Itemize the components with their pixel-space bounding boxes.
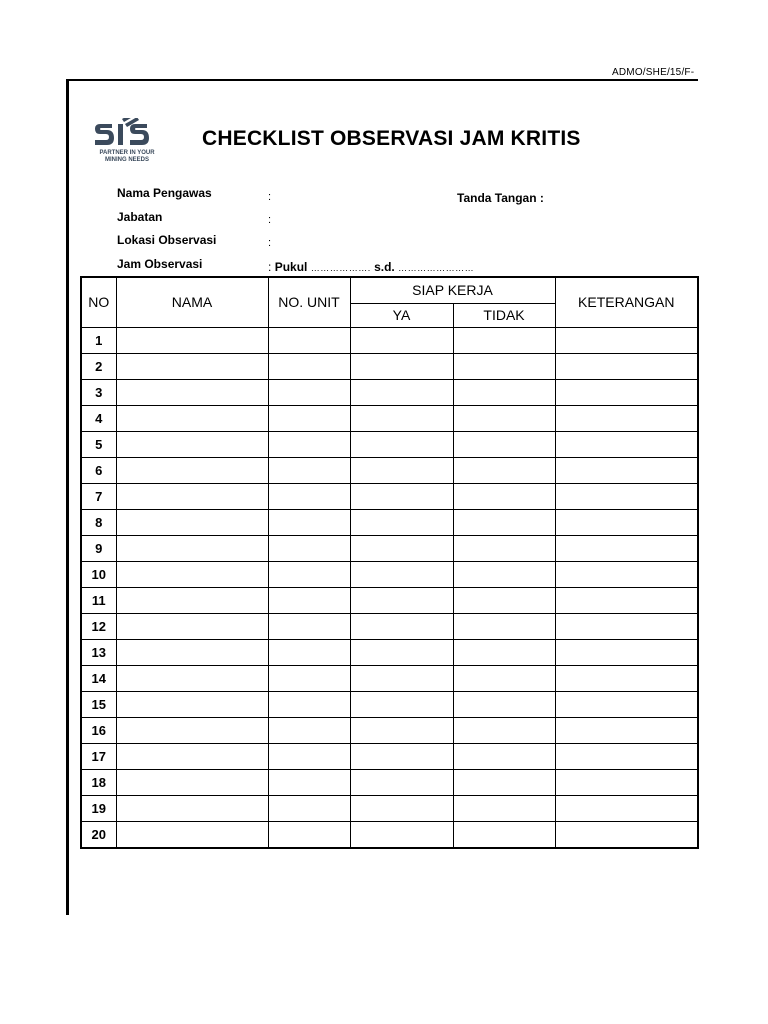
notes-cell[interactable] [555,483,698,509]
row-number: 13 [81,639,116,665]
observation-table [80,276,699,849]
no-cell[interactable] [453,587,555,613]
name-cell[interactable] [116,743,268,769]
notes-cell[interactable] [555,743,698,769]
table-row [81,509,698,535]
notes-cell[interactable] [555,509,698,535]
no-cell[interactable] [453,639,555,665]
row-number: 14 [81,665,116,691]
name-cell[interactable] [116,821,268,848]
no-cell[interactable] [453,717,555,743]
table-row [81,431,698,457]
notes-cell[interactable] [555,327,698,353]
row-number: 2 [81,353,116,379]
name-cell[interactable] [116,795,268,821]
row-number: 11 [81,587,116,613]
table-row [81,821,698,848]
notes-cell[interactable] [555,587,698,613]
name-cell[interactable] [116,535,268,561]
yes-cell[interactable] [350,379,453,405]
yes-cell[interactable] [350,483,453,509]
document-code: ADMO/SHE/15/F- [612,67,695,78]
no-cell[interactable] [453,509,555,535]
unit-cell[interactable] [268,431,350,457]
no-cell[interactable] [453,743,555,769]
notes-cell[interactable] [555,457,698,483]
notes-cell[interactable] [555,639,698,665]
time-separator: s.d. [374,260,395,274]
time-label: Jam Observasi [117,257,203,271]
time-range [268,260,474,274]
header-name: NAMA [116,277,268,327]
yes-cell[interactable] [350,509,453,535]
top-border-line [66,79,698,81]
yes-cell[interactable] [350,405,453,431]
no-cell[interactable] [453,379,555,405]
yes-cell[interactable] [350,353,453,379]
unit-cell[interactable] [268,639,350,665]
row-number: 1 [81,327,116,353]
no-cell[interactable] [453,613,555,639]
yes-cell[interactable] [350,431,453,457]
table-row [81,483,698,509]
time-prefix: Pukul [274,260,308,274]
unit-cell[interactable] [268,821,350,848]
yes-cell[interactable] [350,717,453,743]
name-cell[interactable] [116,691,268,717]
yes-cell[interactable] [350,327,453,353]
table-row [81,795,698,821]
time-colon: : [268,260,272,274]
header-ready: SIAP KERJA [350,277,555,303]
yes-cell[interactable] [350,665,453,691]
no-cell[interactable] [453,535,555,561]
table-row [81,769,698,795]
row-number: 10 [81,561,116,587]
yes-cell[interactable] [350,561,453,587]
name-cell[interactable] [116,483,268,509]
yes-cell[interactable] [350,587,453,613]
notes-cell[interactable] [555,691,698,717]
name-cell[interactable] [116,639,268,665]
unit-cell[interactable] [268,535,350,561]
no-cell[interactable] [453,795,555,821]
name-cell[interactable] [116,405,268,431]
name-cell[interactable] [116,379,268,405]
notes-cell[interactable] [555,535,698,561]
no-cell[interactable] [453,769,555,795]
no-cell[interactable] [453,665,555,691]
row-number: 7 [81,483,116,509]
no-cell[interactable] [453,327,555,353]
no-cell[interactable] [453,691,555,717]
unit-cell[interactable] [268,405,350,431]
yes-cell[interactable] [350,743,453,769]
logo-tagline: PARTNER IN YOUR MINING NEEDS [99,150,155,163]
row-number: 19 [81,795,116,821]
name-cell[interactable] [116,327,268,353]
row-number: 6 [81,457,116,483]
table-row [81,665,698,691]
name-cell[interactable] [116,509,268,535]
table-row [81,717,698,743]
no-cell[interactable] [453,561,555,587]
unit-cell[interactable] [268,795,350,821]
row-number: 15 [81,691,116,717]
name-cell[interactable] [116,587,268,613]
notes-cell[interactable] [555,717,698,743]
table-row [81,561,698,587]
position-colon: : [268,214,272,226]
yes-cell[interactable] [350,795,453,821]
supervisor-colon: : [268,191,272,203]
no-cell[interactable] [453,405,555,431]
time-from-dots: ………………. [310,263,371,273]
position-label: Jabatan [117,210,163,224]
left-border-line [66,79,69,915]
unit-cell[interactable] [268,587,350,613]
name-cell[interactable] [116,717,268,743]
table-row [81,639,698,665]
unit-cell[interactable] [268,717,350,743]
notes-cell[interactable] [555,769,698,795]
notes-cell[interactable] [555,613,698,639]
no-cell[interactable] [453,483,555,509]
header-no: NO [81,277,116,327]
yes-cell[interactable] [350,639,453,665]
table-row [81,327,698,353]
signature-label: Tanda Tangan : [457,191,544,205]
yes-cell[interactable] [350,457,453,483]
no-cell[interactable] [453,457,555,483]
supervisor-label: Nama Pengawas [117,186,212,200]
yes-cell[interactable] [350,535,453,561]
unit-cell[interactable] [268,561,350,587]
time-to-dots: …………………… [398,263,475,273]
header-notes: KETERANGAN [555,277,698,327]
notes-cell[interactable] [555,795,698,821]
notes-cell[interactable] [555,431,698,457]
row-number: 8 [81,509,116,535]
table-row [81,613,698,639]
table-row [81,535,698,561]
no-cell[interactable] [453,353,555,379]
name-cell[interactable] [116,665,268,691]
unit-cell[interactable] [268,613,350,639]
unit-cell[interactable] [268,353,350,379]
row-number: 12 [81,613,116,639]
row-number: 4 [81,405,116,431]
unit-cell[interactable] [268,509,350,535]
yes-cell[interactable] [350,769,453,795]
header-yes: YA [350,303,453,327]
name-cell[interactable] [116,457,268,483]
name-cell[interactable] [116,769,268,795]
name-cell[interactable] [116,561,268,587]
unit-cell[interactable] [268,665,350,691]
location-colon: : [268,237,272,249]
yes-cell[interactable] [350,691,453,717]
notes-cell[interactable] [555,821,698,848]
row-number: 5 [81,431,116,457]
page-title: CHECKLIST OBSERVASI JAM KRITIS [202,127,581,150]
no-cell[interactable] [453,431,555,457]
notes-cell[interactable] [555,665,698,691]
row-number: 16 [81,717,116,743]
row-number: 18 [81,769,116,795]
no-cell[interactable] [453,821,555,848]
header-not-ready: TIDAK [453,303,555,327]
unit-cell[interactable] [268,691,350,717]
notes-cell[interactable] [555,405,698,431]
unit-cell[interactable] [268,457,350,483]
table-row [81,379,698,405]
yes-cell[interactable] [350,613,453,639]
table-row [81,405,698,431]
row-number: 20 [81,821,116,848]
name-cell[interactable] [116,431,268,457]
yes-cell[interactable] [350,821,453,848]
unit-cell[interactable] [268,483,350,509]
location-label: Lokasi Observasi [117,233,217,247]
unit-cell[interactable] [268,327,350,353]
table-row [81,743,698,769]
notes-cell[interactable] [555,353,698,379]
table-row [81,457,698,483]
row-number: 17 [81,743,116,769]
notes-cell[interactable] [555,561,698,587]
table-row [81,587,698,613]
table-row [81,691,698,717]
table-row [81,353,698,379]
row-number: 3 [81,379,116,405]
name-cell[interactable] [116,613,268,639]
name-cell[interactable] [116,353,268,379]
unit-cell[interactable] [268,743,350,769]
row-number: 9 [81,535,116,561]
notes-cell[interactable] [555,379,698,405]
header-unit: NO. UNIT [268,277,350,327]
unit-cell[interactable] [268,379,350,405]
unit-cell[interactable] [268,769,350,795]
